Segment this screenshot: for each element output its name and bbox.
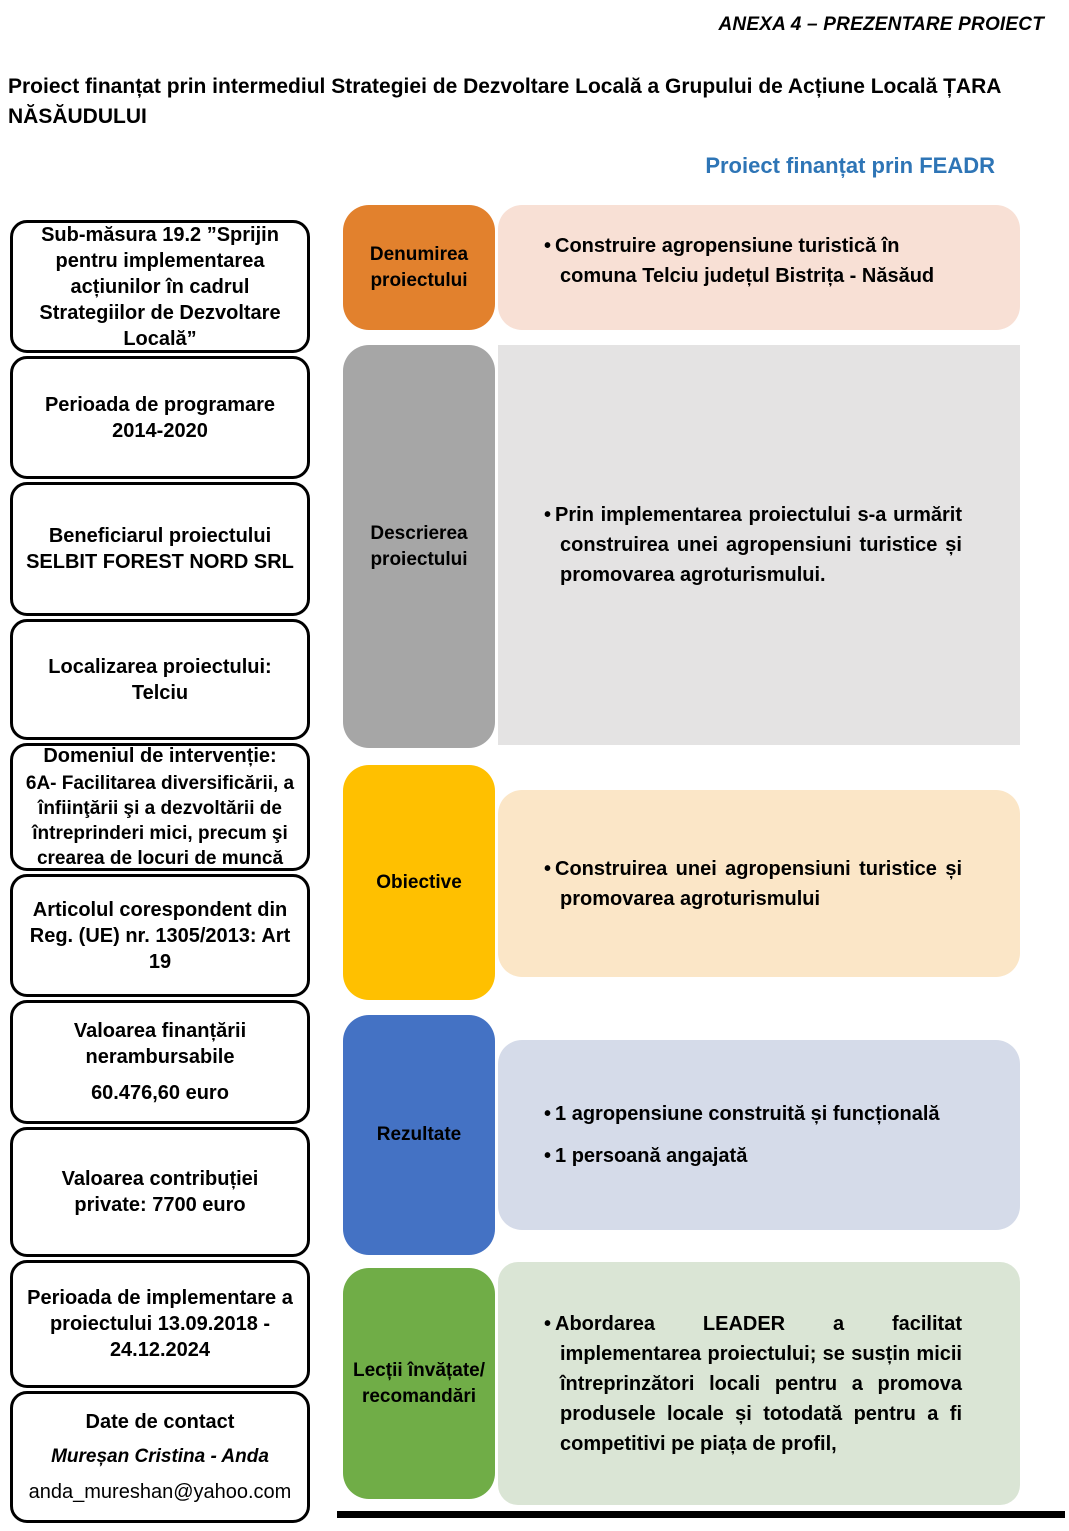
row-label-text: Denumirea proiectului — [369, 243, 469, 291]
bullet-item: • Prin implementarea proiectului s-a urmărit construirea unei agropensiuni turistice și promovarea agroturismului. — [544, 500, 962, 590]
annex-title: ANEXA 4 – PREZENTARE PROIECT — [718, 14, 1044, 35]
bullet-item: • Abordarea LEADER a facilitat implementarea proiectului; se susțin micii întreprinzători locali pentru a promova produsele locale și totodată pentru a fi competitivi pe piața de profil, — [544, 1309, 962, 1459]
row-denumirea — [343, 205, 1020, 330]
info-box-text: Beneficiarul proiectului SELBIT FOREST NORD SRL — [26, 525, 294, 573]
row-label-denumirea — [343, 205, 495, 330]
row-content-lectii — [498, 1262, 1020, 1505]
info-box-text: Valoarea finanțării nerambursabile — [73, 1020, 247, 1068]
info-box-text: Valoarea contribuției private: 7700 euro — [61, 1168, 259, 1216]
left-panel — [10, 220, 310, 1523]
bullet-item: • 1 agropensiune construită și funcțională — [544, 1099, 962, 1129]
info-box-text: Articolul corespondent din Reg. (UE) nr. 1305/2013: Art 19 — [29, 898, 291, 973]
row-content-obiective — [498, 790, 1020, 977]
info-box-heading: Domeniul de intervenție: — [43, 744, 277, 767]
row-label-text: Descrierea proiectului — [370, 522, 468, 570]
info-box-text: 6A- Facilitarea diversificării, a înfiinţării şi a dezvoltării de întreprinderi mici, precum şi crearea de locuri de muncă — [25, 772, 295, 870]
bullet-item: • 1 persoană angajată — [544, 1141, 962, 1171]
info-box-text: Perioada de programare 2014-2020 — [44, 393, 276, 442]
info-box-text: Perioada de implementare a proiectului 13.09.2018 - 24.12.2024 — [27, 1287, 293, 1361]
feadr-note: Proiect finanțat prin FEADR — [705, 153, 995, 178]
row-label-text: Rezultate — [376, 1124, 462, 1146]
bullet-item: • Construirea unei agropensiuni turistice și promovarea agroturismului — [544, 854, 962, 914]
row-label-obiective — [343, 765, 495, 1000]
contact-heading: Date de contact — [85, 1410, 235, 1433]
info-box-localizare — [10, 619, 310, 740]
row-obiective — [343, 765, 1020, 1000]
bottom-divider — [337, 1511, 1065, 1518]
info-box-valoare-finantare — [10, 1000, 310, 1124]
row-label-rezultate — [343, 1015, 495, 1255]
info-box-domeniu — [10, 743, 310, 871]
info-box-text: Localizarea proiectului: Telciu — [48, 655, 272, 704]
row-content-denumirea — [498, 205, 1020, 330]
row-label-descrierea — [343, 345, 495, 748]
row-descrierea — [343, 345, 1020, 748]
contact-email: anda_mureshan@yahoo.com — [28, 1481, 292, 1504]
info-box-submasura — [10, 220, 310, 353]
row-rezultate — [343, 1015, 1020, 1255]
row-label-text: Obiective — [376, 871, 462, 893]
document-title: Proiect finanțat prin intermediul Strategiei de Dezvoltare Locală a Grupului de Acțiune Locală ȚARA NĂSĂUDULUI — [8, 75, 1001, 129]
row-lectii — [343, 1262, 1020, 1505]
info-box-perioada-implementare — [10, 1260, 310, 1388]
row-label-text: Lecții învățate/ recomandări — [353, 1359, 485, 1407]
row-label-lectii — [343, 1268, 495, 1499]
info-box-amount: 60.476,60 euro — [91, 1082, 229, 1104]
row-content-descrierea — [498, 345, 1020, 745]
row-content-rezultate — [498, 1040, 1020, 1230]
bullet-item: • Construire agropensiune turistică în comuna Telciu județul Bistrița - Năsăud — [544, 231, 962, 291]
contact-person: Mureșan Cristina - Anda — [51, 1445, 269, 1467]
info-box-articol — [10, 874, 310, 997]
info-box-perioada-programare — [10, 356, 310, 479]
info-box-text: Sub-măsura 19.2 ”Sprijin pentru implementarea acțiunilor în cadrul Strategiilor de Dezvoltare Locală” — [39, 223, 281, 350]
info-box-beneficiar — [10, 482, 310, 616]
info-box-contributie-privata — [10, 1127, 310, 1257]
info-box-contact — [10, 1391, 310, 1523]
